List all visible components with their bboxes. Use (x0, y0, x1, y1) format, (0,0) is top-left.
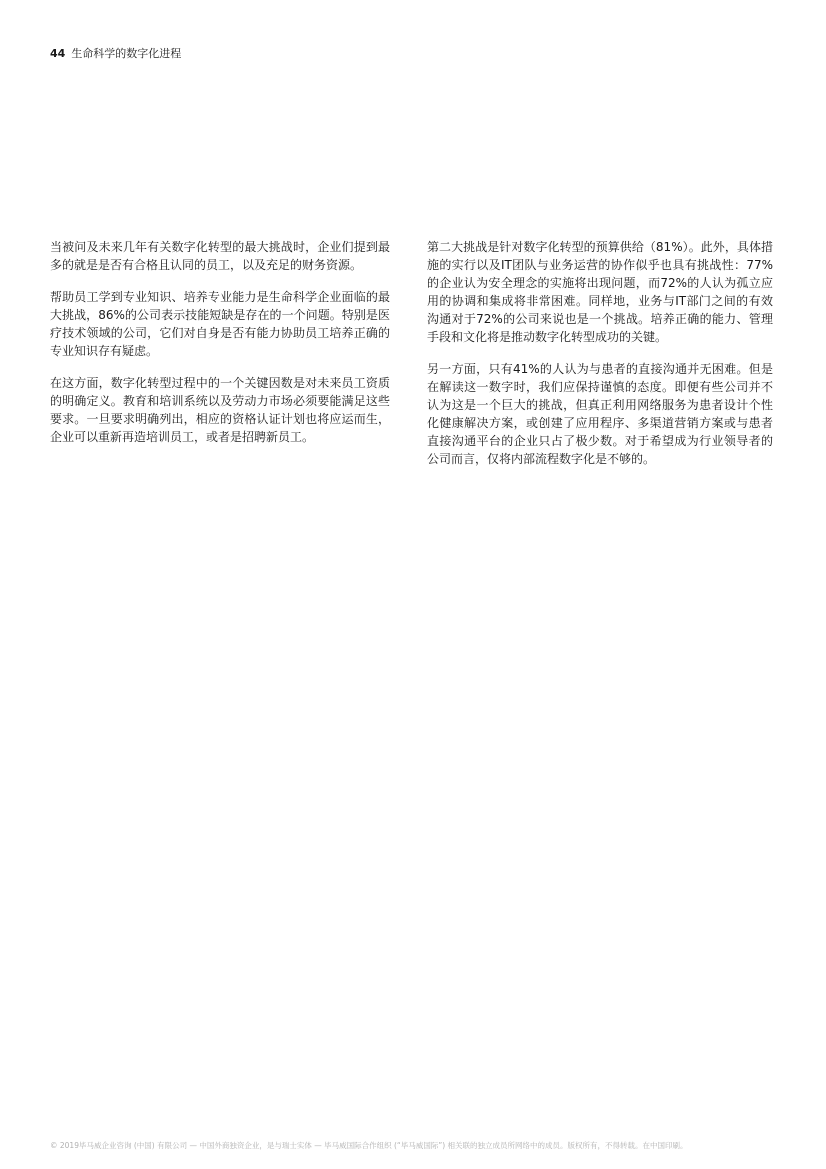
right-column (427, 238, 773, 482)
paragraph: 在这方面，数字化转型过程中的一个关键因数是对未来员工资质的明确定义。教育和培训系统以及劳动力市场必须要能满足这些要求。一旦要求明确列出，相应的资格认证计划也将应运而生，企业可以重新再造培训员工，或者是招聘新员工。 (50, 376, 390, 444)
paragraph: 另一方面，只有41%的人认为与患者的直接沟通并无困难。但是在解读这一数字时，我们应保持谨慎的态度。即便有些公司并不认为这是一个巨大的挑战，但真正利用网络服务为患者设计个性化健康解决方案，或创建了应用程序、多渠道营销方案或与患者直接沟通平台的企业只占了极少数。对于希望成为行业领导者的公司而言，仅将内部流程数字化是不够的。 (427, 362, 773, 466)
paragraph: 帮助员工学到专业知识、培养专业能力是生命科学企业面临的最大挑战，86%的公司表示技能短缺是存在的一个问题。特别是医疗技术领域的公司，它们对自身是否有能力协助员工培养正确的专业知识存有疑虑。 (50, 290, 390, 358)
left-column (50, 238, 390, 460)
page-number: 44 (50, 47, 66, 60)
document-title: 生命科学的数字化进程 (71, 47, 182, 60)
page-header (50, 46, 181, 62)
paragraph: 当被问及未来几年有关数字化转型的最大挑战时，企业们提到最多的就是是否有合格且认同的员工，以及充足的财务资源。 (50, 240, 390, 272)
paragraph: 第二大挑战是针对数字化转型的预算供给（81%）。此外，具体措施的实行以及IT团队与业务运营的协作似乎也具有挑战性：77%的企业认为安全理念的实施将出现问题，而72%的人认为孤立应用的协调和集成将非常困难。同样地，业务与IT部门之间的有效沟通对于72%的公司来说也是一个挑战。培养正确的能力、管理手段和文化将是推动数字化转型成功的关键。 (427, 240, 773, 344)
copyright-footer: © 2019毕马威企业咨询 (中国) 有限公司 — 中国外商独资企业，是与瑞士实体 — 毕马威国际合作组织 (“毕马威国际”) 相关联的独立成员所网络中的成员。版权所有，不得转载。在中国印刷。 (50, 1141, 688, 1150)
